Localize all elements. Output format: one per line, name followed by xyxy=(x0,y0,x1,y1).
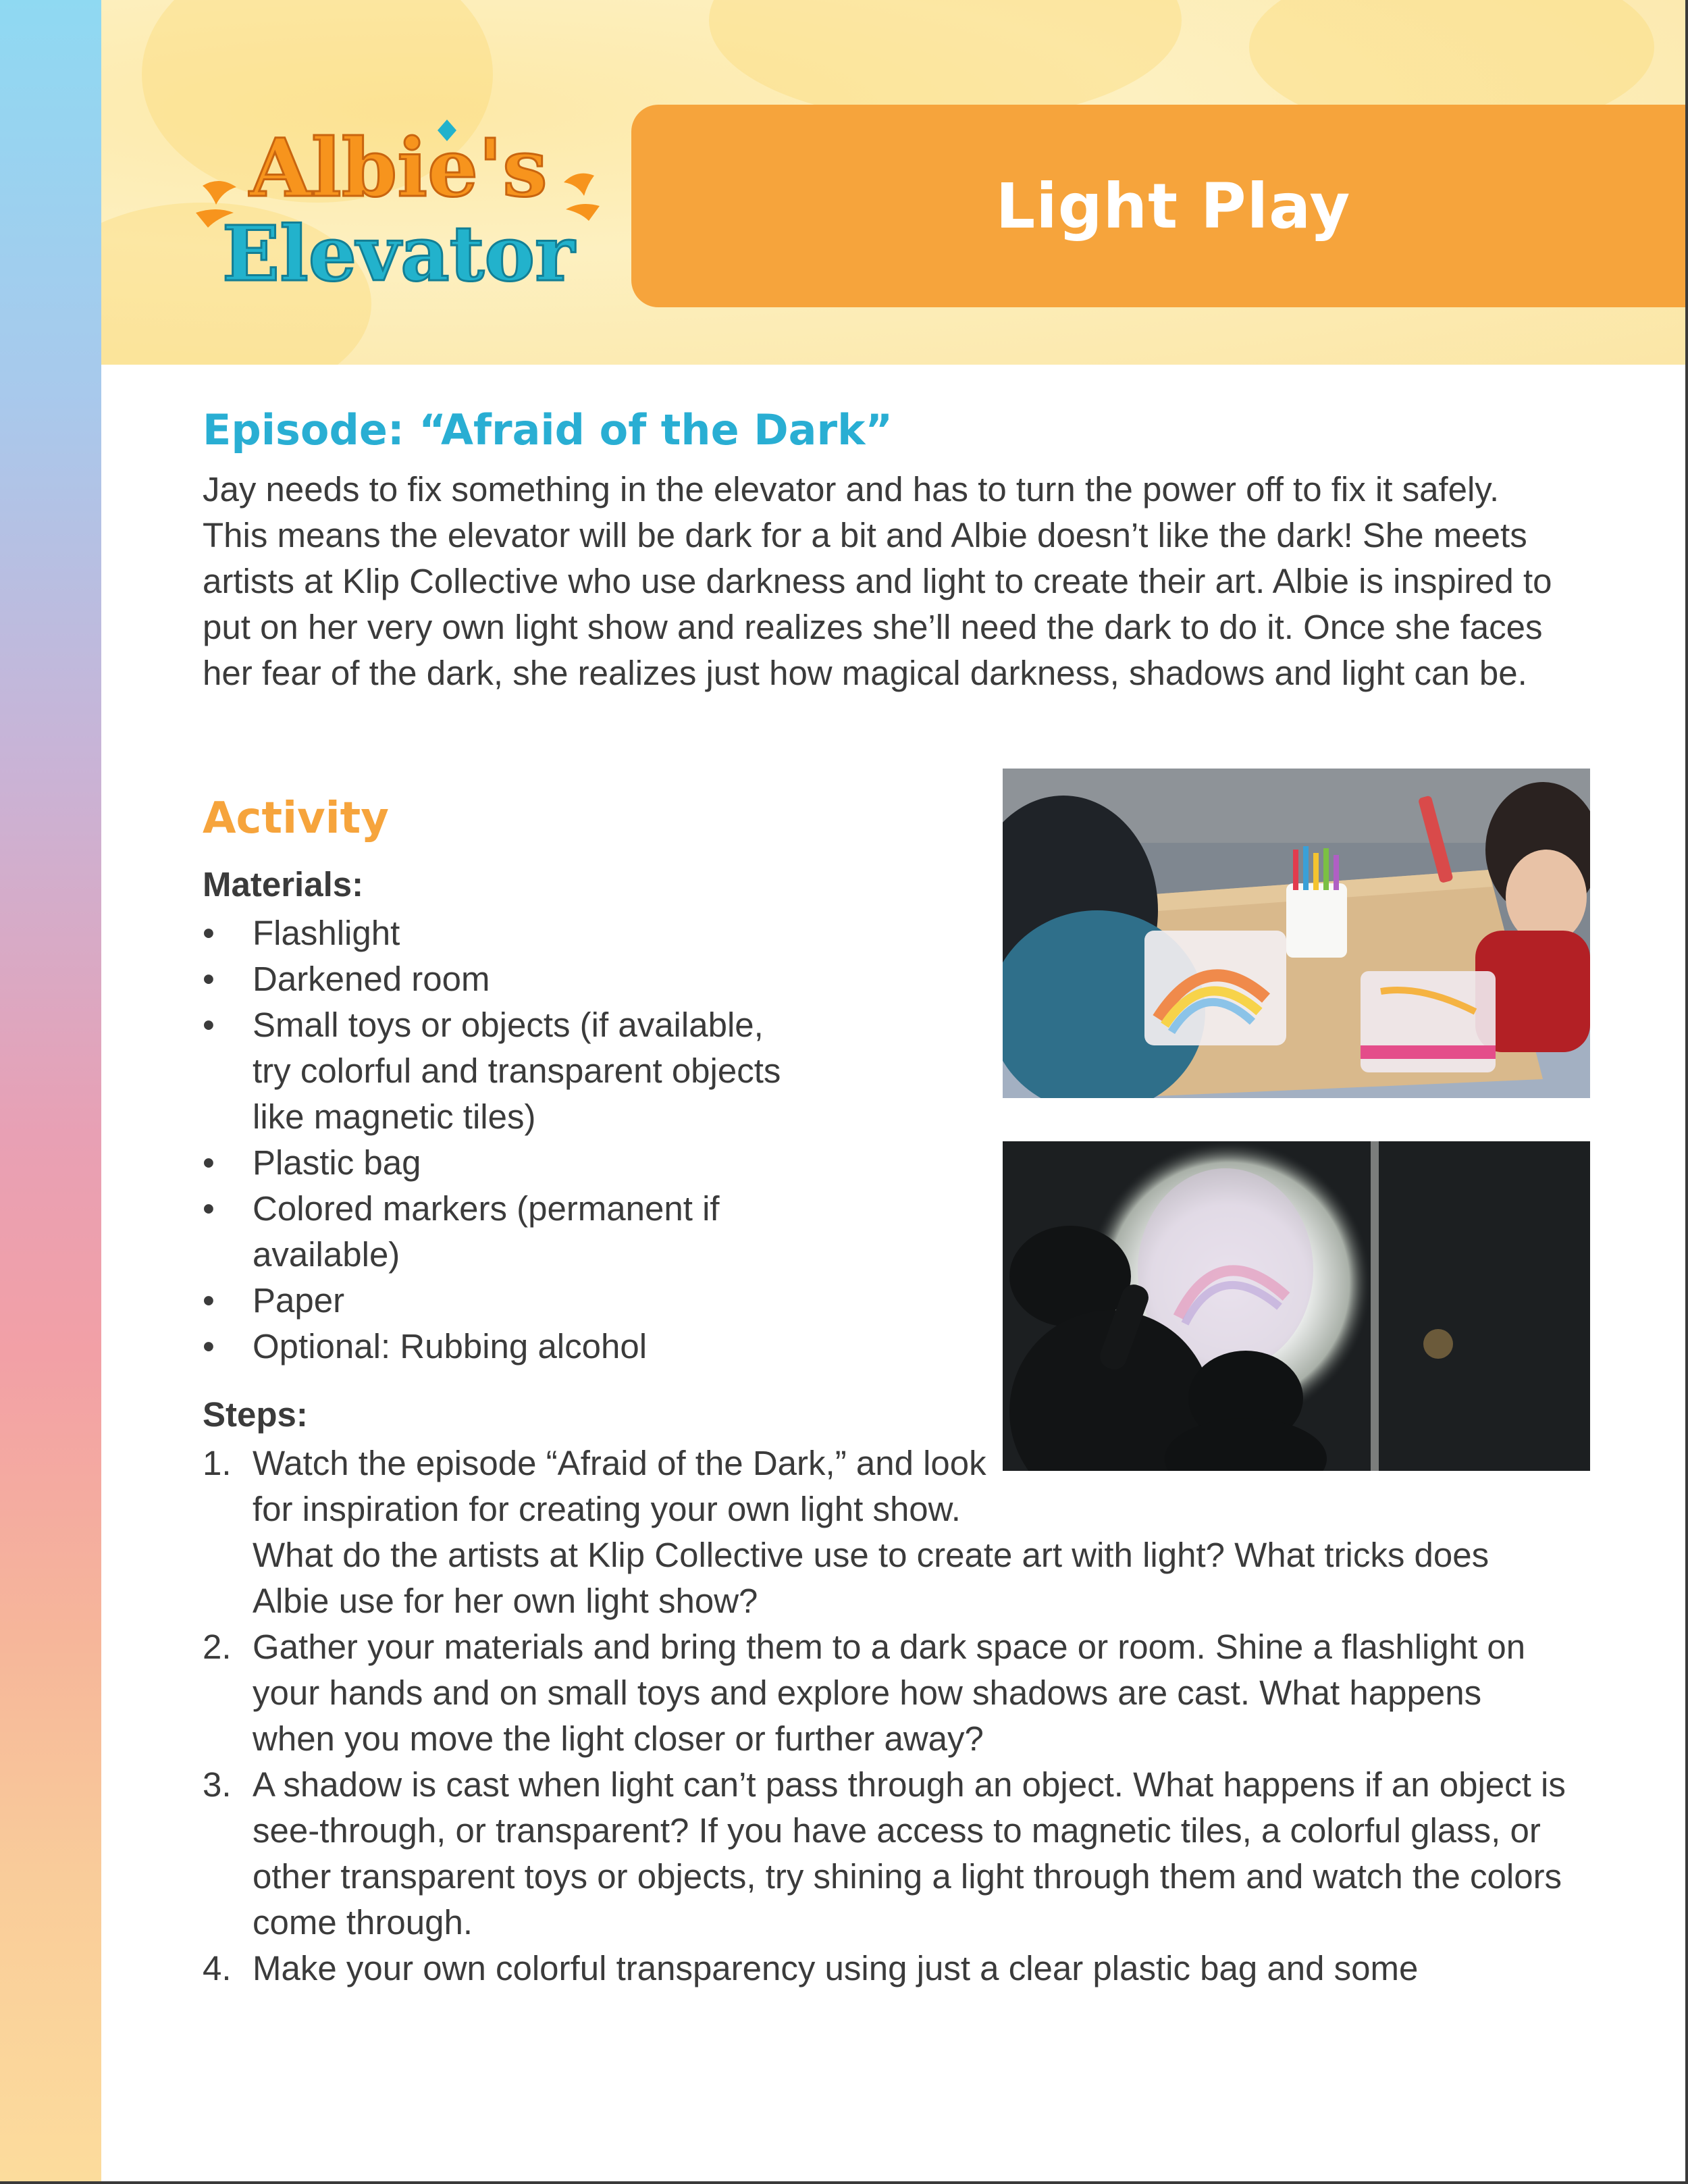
list-item xyxy=(203,1762,1566,1946)
episode-heading: Episode: “Afraid of the Dark” xyxy=(203,405,893,454)
episode-description: Jay needs to fix something in the elevator and has to turn the power off to fix it safely. This means the elevator will be dark for a bit and Albie doesn’t like the dark! She meets artists at Klip Collective who use darkness and light to create their art. Albie is inspired to put on her very own light show and realizes she’ll need the dark to do it. Once she faces her fear of the dark, she realizes just how magical darkness, shadows and light can be. xyxy=(203,470,1552,692)
list-item xyxy=(203,910,851,956)
steps-list xyxy=(203,1440,1566,1992)
kids-drawing-photo xyxy=(1003,769,1590,1098)
list-item xyxy=(203,1624,1566,1762)
page-title: Light Play xyxy=(995,170,1351,242)
list-item xyxy=(203,1324,851,1370)
page-border-right xyxy=(1685,0,1688,2184)
material-text: Colored markers (permanent if available) xyxy=(253,1189,720,1274)
step-number: 4. xyxy=(203,1949,232,1987)
bullet: • xyxy=(203,1327,215,1366)
step-number: 1. xyxy=(203,1444,232,1482)
list-item xyxy=(203,1186,793,1278)
material-text: Darkened room xyxy=(253,960,490,998)
bullet: • xyxy=(203,1143,215,1182)
material-text: Paper xyxy=(253,1281,345,1320)
material-text: Plastic bag xyxy=(253,1143,421,1182)
albies-elevator-logo xyxy=(196,111,601,301)
logo-line1: Albie's xyxy=(249,121,548,215)
list-item xyxy=(203,1946,1566,1992)
title-banner xyxy=(631,105,1688,307)
light-show-photo xyxy=(1003,1141,1590,1471)
bullet: • xyxy=(203,960,215,998)
list-item xyxy=(203,1002,793,1140)
list-item xyxy=(203,956,851,1002)
bullet: • xyxy=(203,1006,215,1044)
list-item xyxy=(203,1278,851,1324)
page-border-bottom xyxy=(0,2181,1688,2184)
step-number: 2. xyxy=(203,1628,232,1666)
step-text: A shadow is cast when light can’t pass through an object. What happens if an object is see-through, or transparent? If you have access to magnetic tiles, a colorful glass, or other transparent toys or objects, try shining a light through them and watch the colors come through. xyxy=(253,1765,1566,1942)
step-number: 3. xyxy=(203,1765,232,1804)
step-text: Watch the episode “Afraid of the Dark,” and look for inspiration for creating your own light show. What do the artists at Klip Collective use to create art with light? What tricks does Albie use for her own light show? xyxy=(253,1444,1489,1620)
header-decoration xyxy=(709,0,1182,122)
episode-section xyxy=(203,405,1560,696)
steps-label: Steps: xyxy=(203,1395,308,1434)
material-text: Optional: Rubbing alcohol xyxy=(253,1327,648,1366)
materials-list xyxy=(203,910,851,1370)
list-item xyxy=(203,1140,851,1186)
bullet: • xyxy=(203,1189,215,1228)
activity-heading: Activity xyxy=(203,794,389,843)
material-text: Small toys or objects (if available, try colorful and transparent objects like magnetic tiles) xyxy=(253,1006,781,1136)
step-text: Gather your materials and bring them to a dark space or room. Shine a flashlight on your hands and on small toys and explore how shadows are cast. What happens when you move the light closer or further away? xyxy=(253,1628,1526,1758)
bullet: • xyxy=(203,1281,215,1320)
bullet: • xyxy=(203,914,215,952)
logo-line2: Elevator xyxy=(221,210,575,298)
step-text: Make your own colorful transparency using just a clear plastic bag and some xyxy=(253,1949,1419,1987)
material-text: Flashlight xyxy=(253,914,400,952)
side-gradient-stripe xyxy=(0,0,101,2184)
materials-label: Materials: xyxy=(203,865,364,904)
